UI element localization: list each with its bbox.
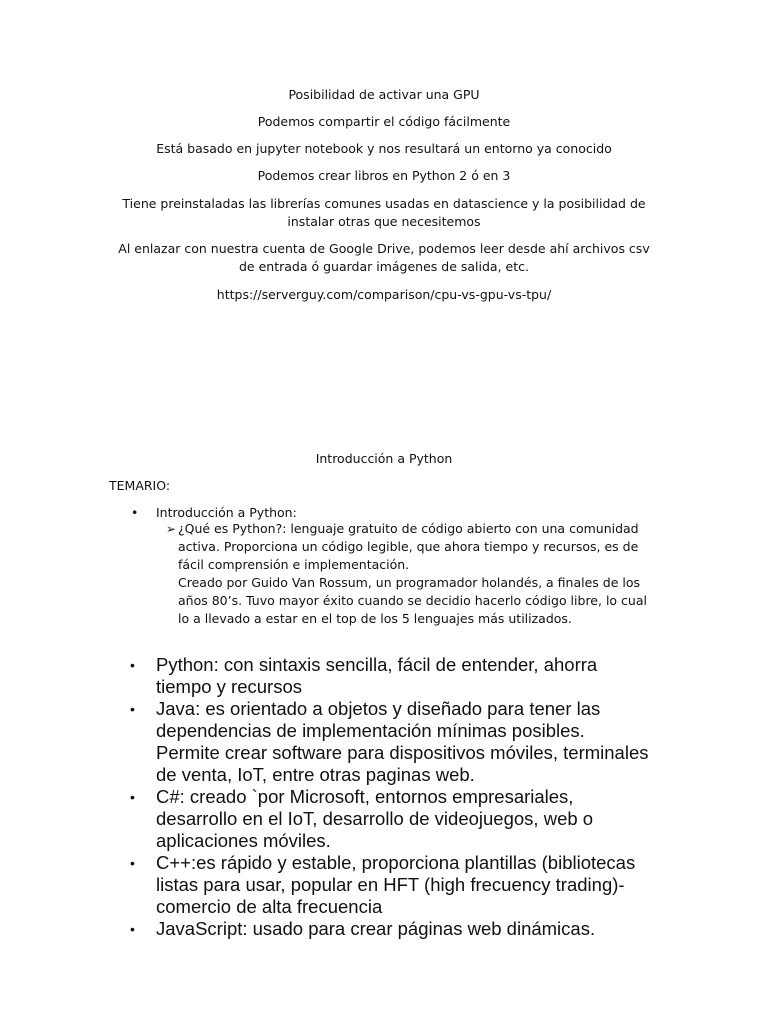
language-java: Java: es orientado a objetos y diseñado para tener las dependencias de implementación mínimas posibles. Permite crear software para dispositivos móviles, terminales de venta, IoT, entre otras paginas web. (156, 698, 649, 785)
line-jupyter: Está basado en jupyter notebook y nos resultará un entorno ya conocido (156, 141, 612, 156)
bullet-icon: • (130, 657, 135, 673)
list-item (130, 654, 650, 698)
line-gpu: Posibilidad de activar una GPU (288, 87, 480, 102)
reference-link[interactable]: https://serverguy.com/comparison/cpu-vs-gpu-vs-tpu/ (216, 287, 552, 302)
language-python: Python: con sintaxis sencilla, fácil de entender, ahorra tiempo y recursos (156, 654, 598, 697)
temario-item-text: Introducción a Python: (156, 505, 297, 520)
bullet-icon: • (130, 789, 135, 805)
list-item (130, 918, 650, 940)
line-libraries: Tiene preinstaladas las librerías comunes usadas en datascience y la posibilidad de instalar otras que necesitemos (122, 196, 646, 229)
line-python-versions: Podemos crear libros en Python 2 ó en 3 (257, 168, 511, 183)
sub-item-paragraph-2: Creado por Guido Van Rossum, un programador holandés, a finales de los años 80’s. Tuvo mayor éxito cuando se decidio hacerlo código libre, lo cual lo a llevado a estar en el top de los 5 lenguajes más utilizados. (178, 575, 647, 626)
language-csharp: C#: creado `por Microsoft, entornos empresariales, desarrollo en el IoT, desarrollo de videojuegos, web o aplicaciones móviles. (156, 786, 594, 851)
temario-label: TEMARIO: (109, 478, 171, 493)
bullet-icon: • (130, 921, 135, 937)
list-item (130, 852, 650, 918)
sub-item-paragraph-1: ¿Qué es Python?: lenguaje gratuito de código abierto con una comunidad activa. Proporciona un código legible, que ahora tiempo y recursos, es de fácil comprensión e implementación. (178, 521, 639, 572)
list-item (130, 786, 650, 852)
line-google-drive: Al enlazar con nuestra cuenta de Google Drive, podemos leer desde ahí archivos csv de entrada ó guardar imágenes de salida, etc. (118, 241, 650, 274)
language-cpp: C++:es rápido y estable, proporciona plantillas (bibliotecas listas para usar, popular en HFT (high frecuency trading)- comercio de alta frecuencia (156, 852, 636, 917)
list-item (130, 698, 650, 786)
arrow-bullet-icon: ➢ (166, 522, 177, 536)
section-title: Introducción a Python (315, 451, 453, 466)
sub-item (166, 520, 648, 628)
bullet-icon: • (131, 505, 139, 520)
bullet-icon: • (130, 855, 135, 871)
language-javascript: JavaScript: usado para crear páginas web dinámicas. (156, 918, 596, 939)
line-share-code: Podemos compartir el código fácilmente (257, 114, 511, 129)
bullet-icon: • (130, 701, 135, 717)
languages-list (130, 654, 650, 940)
